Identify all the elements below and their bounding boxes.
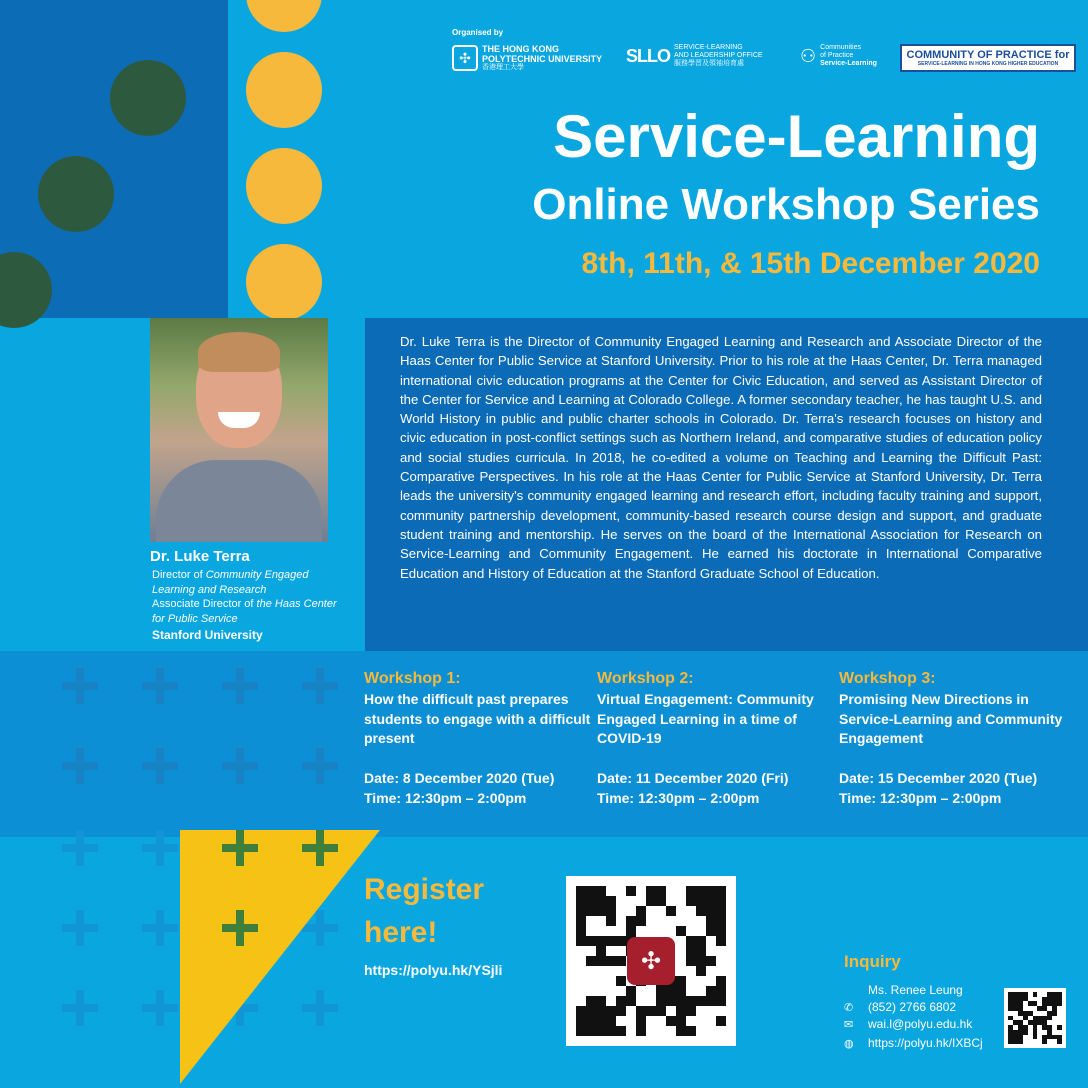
people-icon: ⚇ bbox=[800, 45, 817, 66]
qr-module bbox=[586, 956, 596, 966]
globe-icon: ◍ bbox=[844, 1037, 854, 1050]
inquiry-heading: Inquiry bbox=[844, 952, 901, 971]
qr-module bbox=[606, 1026, 616, 1036]
polyu-emblem-icon: ✣ bbox=[627, 937, 675, 985]
qr-module bbox=[686, 926, 696, 936]
qr-module bbox=[716, 996, 726, 1006]
qr-module bbox=[646, 986, 656, 996]
qr-module bbox=[576, 916, 586, 926]
page-title: Service-Learning bbox=[553, 103, 1040, 170]
cop-logo-line3: Service-Learning bbox=[820, 60, 877, 67]
qr-module bbox=[1057, 1039, 1062, 1044]
qr-module bbox=[676, 1006, 686, 1016]
qr-module bbox=[676, 1016, 686, 1026]
qr-module bbox=[606, 1016, 616, 1026]
qr-module bbox=[606, 936, 616, 946]
qr-module bbox=[696, 996, 706, 1006]
workshop-date: Date: 8 December 2020 (Tue) bbox=[364, 770, 555, 786]
qr-module bbox=[586, 966, 596, 976]
qr-module bbox=[626, 916, 636, 926]
decor-dot bbox=[246, 148, 322, 224]
decor-plus bbox=[222, 910, 258, 946]
qr-module bbox=[586, 976, 596, 986]
workshop-time: Time: 12:30pm – 2:00pm bbox=[839, 790, 1002, 806]
qr-module bbox=[716, 976, 726, 986]
photo-hair bbox=[198, 332, 280, 372]
sllo-logo bbox=[626, 44, 763, 68]
qr-module bbox=[666, 886, 676, 896]
decor-dot bbox=[246, 244, 322, 320]
decor-plus bbox=[62, 748, 98, 784]
qr-module bbox=[656, 1016, 666, 1026]
qr-module bbox=[586, 896, 596, 906]
workshop-1 bbox=[364, 670, 594, 808]
polyu-logo bbox=[452, 44, 602, 72]
qr-module bbox=[606, 896, 616, 906]
qr-module bbox=[626, 896, 636, 906]
qr-module bbox=[596, 956, 606, 966]
qr-module bbox=[606, 986, 616, 996]
workshop-date: Date: 11 December 2020 (Fri) bbox=[597, 770, 789, 786]
qr-module bbox=[626, 926, 636, 936]
qr-module bbox=[686, 996, 696, 1006]
qr-module bbox=[636, 1006, 646, 1016]
qr-module bbox=[696, 936, 706, 946]
decor-plus bbox=[142, 990, 178, 1026]
qr-module bbox=[616, 936, 626, 946]
qr-module bbox=[686, 946, 696, 956]
speaker-role1-prefix: Director of bbox=[152, 569, 206, 581]
qr-module bbox=[706, 996, 716, 1006]
qr-module bbox=[706, 936, 716, 946]
workshop-title: Workshop 3: bbox=[839, 670, 936, 687]
qr-module bbox=[606, 956, 616, 966]
qr-module bbox=[676, 936, 686, 946]
qr-module bbox=[666, 896, 676, 906]
qr-module bbox=[686, 886, 696, 896]
qr-module bbox=[586, 886, 596, 896]
qr-module bbox=[696, 1026, 706, 1036]
qr-module bbox=[636, 916, 646, 926]
qr-module bbox=[636, 996, 646, 1006]
qr-module bbox=[696, 1016, 706, 1026]
qr-module bbox=[586, 946, 596, 956]
qr-module bbox=[636, 926, 646, 936]
qr-module bbox=[716, 1026, 726, 1036]
qr-module bbox=[676, 966, 686, 976]
qr-module bbox=[626, 1006, 636, 1016]
qr-module bbox=[666, 1016, 676, 1026]
qr-module bbox=[676, 1026, 686, 1036]
register-link[interactable]: https://polyu.hk/YSjli bbox=[364, 962, 503, 978]
qr-module bbox=[686, 956, 696, 966]
qr-module bbox=[636, 1016, 646, 1026]
qr-module bbox=[706, 966, 716, 976]
decor-plus bbox=[302, 748, 338, 784]
qr-module bbox=[636, 1026, 646, 1036]
qr-module bbox=[656, 926, 666, 936]
qr-module bbox=[586, 1006, 596, 1016]
qr-module bbox=[656, 1006, 666, 1016]
decor-plus bbox=[142, 830, 178, 866]
qr-module bbox=[596, 996, 606, 1006]
qr-module bbox=[616, 956, 626, 966]
qr-module bbox=[616, 1016, 626, 1026]
qr-module bbox=[686, 916, 696, 926]
qr-module bbox=[576, 1026, 586, 1036]
qr-module bbox=[676, 906, 686, 916]
speaker-bio: Dr. Luke Terra is the Director of Community Engaged Learning and Research and Associate Director of the Haas Center for Public Service at Stanford University. Prior to his role at the Haas Center, Dr. Terra managed international civic education programs at the Center for Civic Education, and served as Assistant Director of the Center for Service and Learning at Colorado College. A former secondary teacher, he has taught U.S. and World History in public and public charter schools in Colorado. Dr. Terra's research focuses on history and civic education in post-conflict settings such as Northern Ireland, and comparative studies of education policy and social studies curricula. In 2018, he co-edited a volume on Teaching and Learning the Difficult Past: Comparative Perspectives. In his role at the Haas Center for Public Service at Stanford University, Dr. Terra leads the university's community engaged learning and research effort, including faculty training and support, community partnership development, community-based research course design and support, and graduate student training and mentorship. He serves on the board of the International Association for Research on Service-Learning and Community Engagement. He earned his doctorate in International Comparative Education and History of Education at the Stanford Graduate School of Education. bbox=[400, 334, 1042, 581]
qr-module bbox=[586, 996, 596, 1006]
qr-module bbox=[696, 976, 706, 986]
qr-module bbox=[656, 886, 666, 896]
qr-module bbox=[626, 906, 636, 916]
speaker-role2: the Haas Center for Public Service bbox=[152, 598, 337, 625]
speaker-role2-prefix: Associate Director of bbox=[152, 598, 257, 610]
organised-by-label: Organised by bbox=[452, 28, 504, 37]
qr-module bbox=[606, 916, 616, 926]
qr-module bbox=[716, 986, 726, 996]
decor-plus bbox=[142, 668, 178, 704]
qr-module bbox=[676, 996, 686, 1006]
qr-module bbox=[626, 996, 636, 1006]
photo-body bbox=[156, 460, 322, 542]
decor-plus bbox=[62, 910, 98, 946]
workshop-date: Date: 15 December 2020 (Tue) bbox=[839, 770, 1038, 786]
workshop-subtitle: How the difficult past prepares students to engage with a difficult present bbox=[364, 691, 591, 746]
workshop-2 bbox=[597, 670, 827, 808]
qr-module bbox=[606, 886, 616, 896]
qr-module bbox=[576, 906, 586, 916]
decor-plus bbox=[142, 910, 178, 946]
qr-module bbox=[646, 896, 656, 906]
workshop-subtitle: Promising New Directions in Service-Learning and Community Engagement bbox=[839, 691, 1063, 746]
qr-module bbox=[606, 976, 616, 986]
qr-module bbox=[576, 966, 586, 976]
qr-module bbox=[646, 1026, 656, 1036]
qr-module bbox=[616, 906, 626, 916]
qr-module bbox=[656, 906, 666, 916]
qr-module bbox=[596, 936, 606, 946]
qr-module bbox=[676, 946, 686, 956]
qr-module bbox=[626, 1016, 636, 1026]
qr-module bbox=[576, 886, 586, 896]
qr-module bbox=[706, 916, 716, 926]
qr-module bbox=[576, 956, 586, 966]
qr-module bbox=[696, 926, 706, 936]
qr-module bbox=[716, 936, 726, 946]
qr-module bbox=[716, 966, 726, 976]
workshop-time: Time: 12:30pm – 2:00pm bbox=[364, 790, 527, 806]
qr-module bbox=[596, 916, 606, 926]
cop-logo bbox=[800, 44, 877, 68]
decor-dot bbox=[246, 52, 322, 128]
qr-module bbox=[696, 906, 706, 916]
speaker-roles bbox=[152, 568, 342, 626]
qr-module bbox=[586, 986, 596, 996]
qr-module bbox=[596, 946, 606, 956]
qr-module bbox=[576, 946, 586, 956]
cop-banner-main: COMMUNITY OF PRACTICE for bbox=[906, 48, 1070, 61]
qr-module bbox=[646, 926, 656, 936]
qr-module bbox=[676, 976, 686, 986]
qr-module bbox=[656, 1026, 666, 1036]
decor-dot bbox=[110, 60, 186, 136]
qr-module bbox=[706, 1016, 716, 1026]
qr-module bbox=[706, 886, 716, 896]
qr-module bbox=[586, 1026, 596, 1036]
qr-module bbox=[596, 926, 606, 936]
cop-banner-logo bbox=[900, 44, 1076, 72]
speaker-role1: Community Engaged Learning and Research bbox=[152, 569, 309, 596]
qr-module bbox=[706, 956, 716, 966]
qr-module bbox=[596, 906, 606, 916]
qr-module bbox=[706, 1006, 716, 1016]
qr-module bbox=[686, 1006, 696, 1016]
decor-triangle bbox=[180, 830, 380, 1084]
qr-module bbox=[696, 896, 706, 906]
qr-module bbox=[696, 946, 706, 956]
inquiry-url-row bbox=[844, 1036, 983, 1050]
register-heading bbox=[364, 868, 484, 954]
qr-module bbox=[706, 1026, 716, 1036]
qr-module bbox=[616, 966, 626, 976]
qr-module bbox=[706, 926, 716, 936]
qr-module bbox=[656, 896, 666, 906]
qr-module bbox=[696, 1006, 706, 1016]
sllo-logo-line2: AND LEADERSHIP OFFICE bbox=[674, 52, 763, 59]
qr-module bbox=[716, 1016, 726, 1026]
inquiry-contact: Ms. Renee Leung bbox=[868, 983, 963, 997]
workshop-3 bbox=[839, 670, 1069, 808]
qr-module bbox=[576, 936, 586, 946]
qr-module bbox=[596, 1016, 606, 1026]
qr-module bbox=[666, 986, 676, 996]
qr-module bbox=[676, 896, 686, 906]
decor-plus bbox=[302, 830, 338, 866]
qr-module bbox=[656, 996, 666, 1006]
qr-module bbox=[606, 926, 616, 936]
sllo-logo-line3: 服務學習及領袖培育處 bbox=[674, 60, 744, 67]
qr-module bbox=[666, 996, 676, 1006]
qr-module bbox=[576, 926, 586, 936]
qr-module bbox=[716, 916, 726, 926]
qr-module bbox=[686, 906, 696, 916]
qr-module bbox=[616, 996, 626, 1006]
qr-module bbox=[616, 926, 626, 936]
qr-module bbox=[646, 916, 656, 926]
qr-module bbox=[716, 886, 726, 896]
qr-module bbox=[586, 926, 596, 936]
qr-module bbox=[626, 1026, 636, 1036]
page-subtitle: Online Workshop Series bbox=[532, 180, 1040, 229]
qr-module bbox=[606, 966, 616, 976]
speaker-name: Dr. Luke Terra bbox=[150, 548, 250, 565]
polyu-logo-line1: THE HONG KONG bbox=[482, 44, 560, 54]
qr-module bbox=[686, 1016, 696, 1026]
qr-module bbox=[576, 1006, 586, 1016]
qr-module bbox=[686, 986, 696, 996]
qr-module bbox=[606, 946, 616, 956]
qr-module bbox=[696, 966, 706, 976]
qr-module bbox=[656, 916, 666, 926]
qr-module bbox=[696, 886, 706, 896]
qr-module bbox=[716, 946, 726, 956]
qr-module bbox=[696, 986, 706, 996]
qr-module bbox=[636, 906, 646, 916]
inquiry-phone[interactable]: (852) 2766 6802 bbox=[868, 1000, 957, 1014]
qr-module bbox=[716, 906, 726, 916]
qr-module bbox=[586, 906, 596, 916]
qr-module bbox=[576, 896, 586, 906]
decor-plus bbox=[302, 668, 338, 704]
qr-module bbox=[606, 1006, 616, 1016]
qr-module bbox=[686, 936, 696, 946]
decor-plus bbox=[222, 830, 258, 866]
qr-module bbox=[706, 986, 716, 996]
decor-plus bbox=[142, 748, 178, 784]
qr-module bbox=[696, 956, 706, 966]
qr-module bbox=[576, 986, 586, 996]
qr-module bbox=[676, 986, 686, 996]
decor-plus bbox=[62, 830, 98, 866]
qr-module bbox=[666, 926, 676, 936]
qr-module bbox=[636, 896, 646, 906]
qr-module bbox=[666, 906, 676, 916]
qr-module bbox=[716, 956, 726, 966]
qr-module bbox=[616, 976, 626, 986]
inquiry-phone-row bbox=[844, 1000, 956, 1014]
qr-module bbox=[646, 906, 656, 916]
inquiry-qr-code[interactable] bbox=[1004, 988, 1066, 1048]
qr-module bbox=[606, 906, 616, 916]
qr-module bbox=[616, 946, 626, 956]
qr-module bbox=[686, 966, 696, 976]
workshop-subtitle: Virtual Engagement: Community Engaged Learning in a time of COVID-19 bbox=[597, 691, 814, 746]
qr-module bbox=[686, 976, 696, 986]
sllo-mark: SLLO bbox=[626, 45, 670, 66]
polyu-logo-line3: 香港理工大學 bbox=[482, 64, 524, 71]
qr-module bbox=[576, 1016, 586, 1026]
bottom-band bbox=[0, 837, 1088, 1088]
register-line1: Register bbox=[364, 873, 485, 906]
qr-module bbox=[636, 986, 646, 996]
qr-module bbox=[596, 886, 606, 896]
sllo-logo-line1: SERVICE-LEARNING bbox=[674, 44, 743, 51]
qr-module bbox=[626, 886, 636, 896]
qr-module bbox=[706, 976, 716, 986]
qr-module bbox=[636, 886, 646, 896]
qr-module bbox=[646, 996, 656, 1006]
qr-module bbox=[586, 936, 596, 946]
qr-module bbox=[596, 1026, 606, 1036]
qr-module bbox=[576, 976, 586, 986]
qr-module bbox=[616, 1026, 626, 1036]
qr-grid bbox=[1008, 992, 1062, 1044]
workshop-title: Workshop 2: bbox=[597, 670, 694, 687]
series-dates: 8th, 11th, & 15th December 2020 bbox=[581, 247, 1040, 280]
qr-module bbox=[596, 976, 606, 986]
qr-module bbox=[706, 906, 716, 916]
qr-module bbox=[596, 1006, 606, 1016]
qr-module bbox=[676, 926, 686, 936]
decor-plus bbox=[222, 668, 258, 704]
workshop-time: Time: 12:30pm – 2:00pm bbox=[597, 790, 760, 806]
polyu-emblem-icon: ✣ bbox=[452, 45, 478, 71]
qr-module bbox=[626, 986, 636, 996]
qr-module bbox=[656, 986, 666, 996]
decor-dot bbox=[38, 156, 114, 232]
qr-module bbox=[616, 986, 626, 996]
qr-module bbox=[666, 916, 676, 926]
qr-module bbox=[676, 886, 686, 896]
qr-module bbox=[646, 886, 656, 896]
speaker-photo bbox=[150, 318, 328, 542]
inquiry-url[interactable]: https://polyu.hk/IXBCj bbox=[868, 1036, 983, 1050]
qr-module bbox=[616, 1006, 626, 1016]
decor-plus bbox=[62, 990, 98, 1026]
qr-module bbox=[646, 1016, 656, 1026]
phone-icon: ✆ bbox=[844, 1001, 854, 1014]
qr-module bbox=[606, 996, 616, 1006]
qr-module bbox=[686, 896, 696, 906]
polyu-logo-line2: POLYTECHNIC UNIVERSITY bbox=[482, 54, 603, 64]
workshop-title: Workshop 1: bbox=[364, 670, 461, 687]
qr-module bbox=[586, 1016, 596, 1026]
qr-module bbox=[596, 986, 606, 996]
qr-module bbox=[586, 916, 596, 926]
qr-module bbox=[646, 1006, 656, 1016]
qr-module bbox=[706, 946, 716, 956]
qr-module bbox=[616, 886, 626, 896]
speaker-university: Stanford University bbox=[152, 628, 263, 642]
qr-module bbox=[596, 966, 606, 976]
cop-logo-line2: of Practice bbox=[820, 52, 854, 59]
qr-module bbox=[676, 916, 686, 926]
qr-module bbox=[616, 916, 626, 926]
cop-banner-sub: SERVICE-LEARNING IN HONG KONG HIGHER EDUCATION bbox=[917, 60, 1059, 67]
qr-module bbox=[616, 896, 626, 906]
mail-icon: ✉ bbox=[844, 1018, 854, 1031]
decor-plus bbox=[222, 748, 258, 784]
qr-module bbox=[716, 896, 726, 906]
qr-module bbox=[666, 1026, 676, 1036]
register-line2: here! bbox=[364, 916, 438, 949]
inquiry-email-row bbox=[844, 1017, 972, 1031]
qr-module bbox=[596, 896, 606, 906]
inquiry-email[interactable]: wai.l@polyu.edu.hk bbox=[868, 1017, 973, 1031]
qr-module bbox=[716, 926, 726, 936]
qr-module bbox=[576, 996, 586, 1006]
qr-module bbox=[716, 1006, 726, 1016]
qr-module bbox=[686, 1026, 696, 1036]
qr-module bbox=[696, 916, 706, 926]
qr-module bbox=[666, 1006, 676, 1016]
decor-plus bbox=[62, 668, 98, 704]
qr-module bbox=[676, 956, 686, 966]
qr-module bbox=[706, 896, 716, 906]
cop-logo-line1: Communities bbox=[820, 44, 861, 51]
